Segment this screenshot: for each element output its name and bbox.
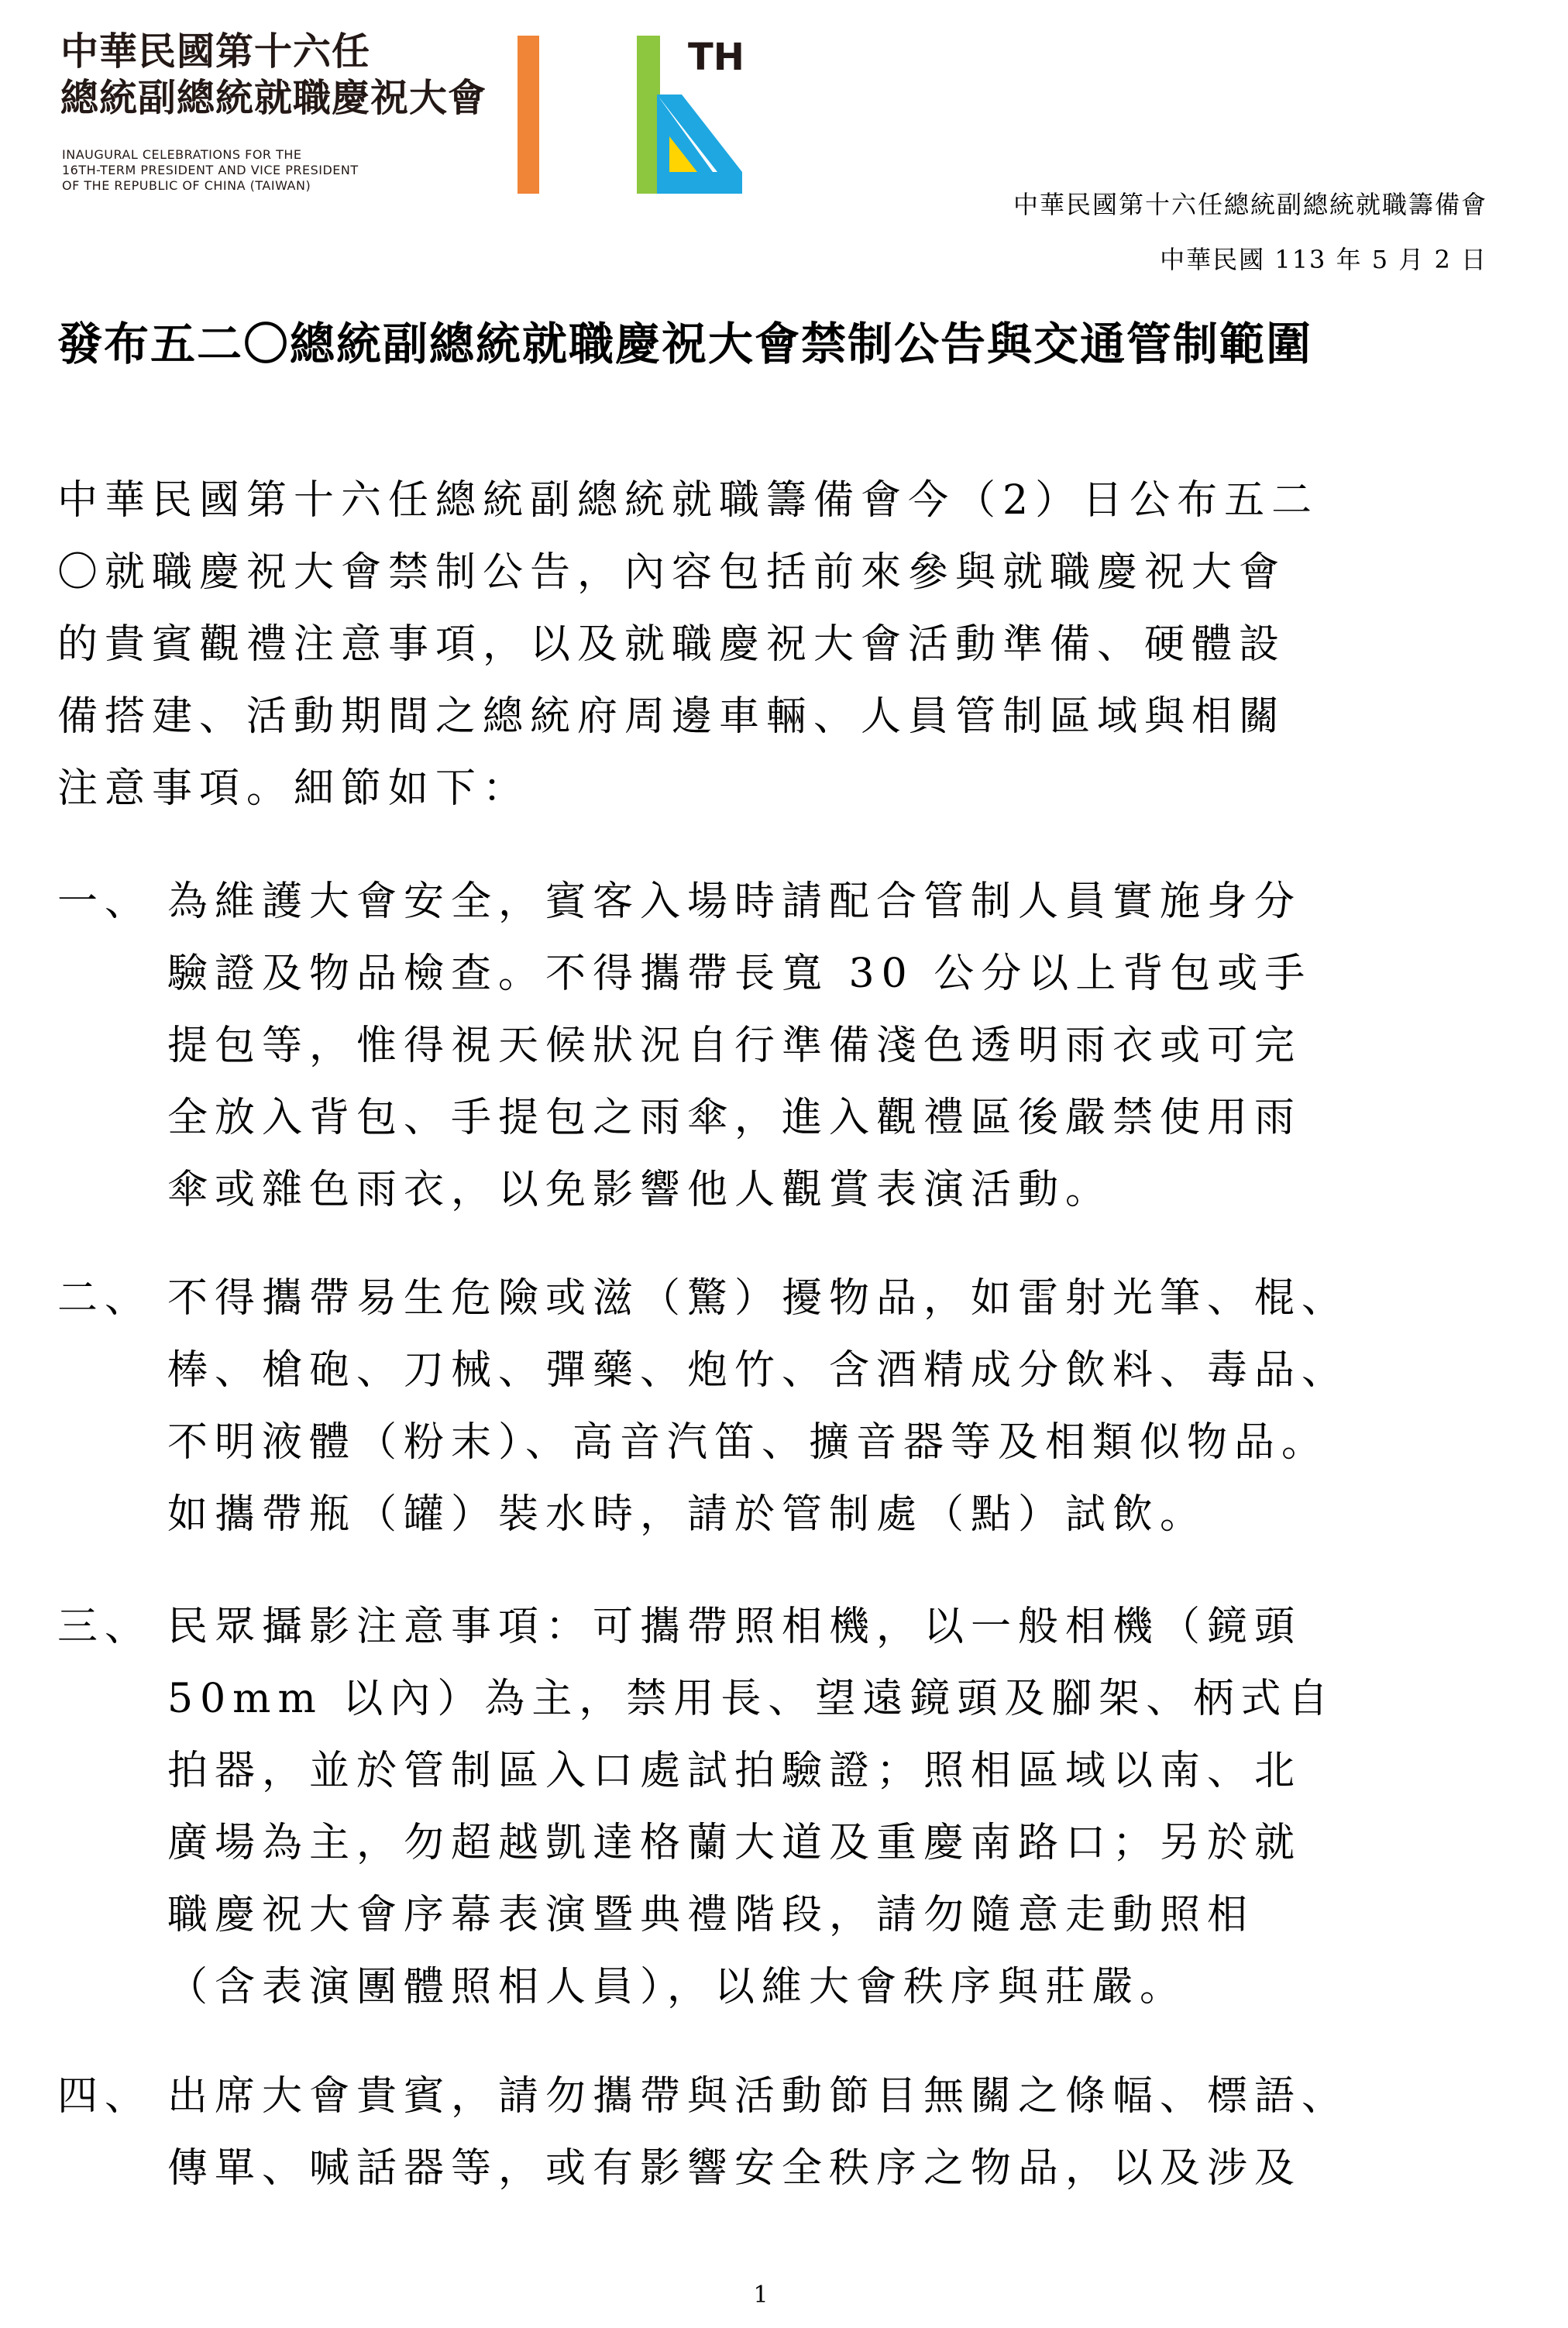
item-line: 提包等，惟得視天候狀況自行準備淺色透明雨衣或可完 [167, 1023, 1302, 1069]
item-line: 如攜帶瓶（罐）裝水時，請於管制處（點）試飲。 [167, 1491, 1208, 1538]
intro-line: 中華民國第十六任總統副總統就職籌備會今（2）日公布五二 [57, 477, 1319, 524]
item-number: 一、 [57, 879, 153, 925]
item-line: 出席大會貴賓，請勿攜帶與活動節目無關之條幅、標語、 [167, 2073, 1350, 2120]
item-line: 為維護大會安全，賓客入場時請配合管制人員實施身分 [167, 879, 1302, 925]
item-text [167, 1263, 1484, 1551]
item-line: 傳單、喊話器等，或有影響安全秩序之物品，以及涉及 [167, 2145, 1302, 2192]
item-number: 二、 [57, 1275, 153, 1322]
item-line: 驗證及物品檢查。不得攜帶長寬 30 公分以上背包或手 [167, 951, 1312, 997]
inauguration-logo [60, 29, 744, 200]
intro-line: 備搭建、活動期間之總統府周邊車輛、人員管制區域與相關 [57, 693, 1287, 740]
item-line: 棒、槍砲、刀械、彈藥、炮竹、含酒精成分飲料、毒品、 [167, 1347, 1350, 1394]
item-number: 四、 [57, 2073, 153, 2120]
item-line: 拍器，並於管制區入口處試拍驗證；照相區域以南、北 [167, 1748, 1302, 1794]
item-line: 不得攜帶易生危險或滋（驚）擾物品，如雷射光筆、棍、 [167, 1275, 1350, 1322]
intro-paragraph [57, 465, 1452, 825]
logo-english-line2: 16TH-TERM PRESIDENT AND VICE PRESIDENT [62, 163, 359, 177]
intro-line: 注意事項。細節如下： [57, 765, 531, 812]
item-text [167, 866, 1484, 1226]
logo-english-line1: INAUGURAL CELEBRATIONS FOR THE [62, 147, 302, 162]
issuer-name: 中華民國第十六任總統副總統就職籌備會 [1013, 190, 1487, 219]
page-number: 1 [753, 2282, 769, 2309]
item-line: （含表演團體照相人員），以維大會秩序與莊嚴。 [167, 1964, 1188, 2010]
item-line: 廣場為主，勿超越凱達格蘭大道及重慶南路口；另於就 [167, 1820, 1302, 1866]
item-line: 50mm 以內）為主，禁用長、望遠鏡頭及腳架、柄式自 [167, 1676, 1336, 1722]
logo-title-line1: 中華民國第十六任 [60, 29, 371, 74]
item-text [167, 1591, 1484, 2024]
document-title: 發布五二〇總統副總統就職慶祝大會禁制公告與交通管制範圍 [57, 318, 1313, 370]
item-line: 不明液體（粉末）、高音汽笛、擴音器等及相類似物品。 [167, 1419, 1329, 1466]
logo-english-line3: OF THE REPUBLIC OF CHINA (TAIWAN) [62, 178, 311, 193]
item-text [167, 2061, 1484, 2205]
issue-date: 中華民國 113 年 5 月 2 日 [1160, 245, 1487, 274]
item-number: 三、 [57, 1604, 153, 1650]
item-line: 全放入背包、手提包之雨傘，進入觀禮區後嚴禁使用雨 [167, 1095, 1302, 1141]
intro-line: 的貴賓觀禮注意事項，以及就職慶祝大會活動準備、硬體設 [57, 621, 1287, 668]
logo-orange-bar [518, 36, 539, 194]
intro-line: 〇就職慶祝大會禁制公告，內容包括前來參與就職慶祝大會 [57, 549, 1287, 596]
logo-title-line2: 總統副總統就職慶祝大會 [60, 76, 487, 120]
logo-th-text: TH [688, 36, 744, 79]
item-line: 民眾攝影注意事項：可攜帶照相機，以一般相機（鏡頭 [167, 1604, 1302, 1650]
item-line: 傘或雜色雨衣，以免影響他人觀賞表演活動。 [167, 1167, 1113, 1213]
item-line: 職慶祝大會序幕表演暨典禮階段，請勿隨意走動照相 [167, 1892, 1255, 1938]
logo-green-bar [637, 36, 660, 194]
